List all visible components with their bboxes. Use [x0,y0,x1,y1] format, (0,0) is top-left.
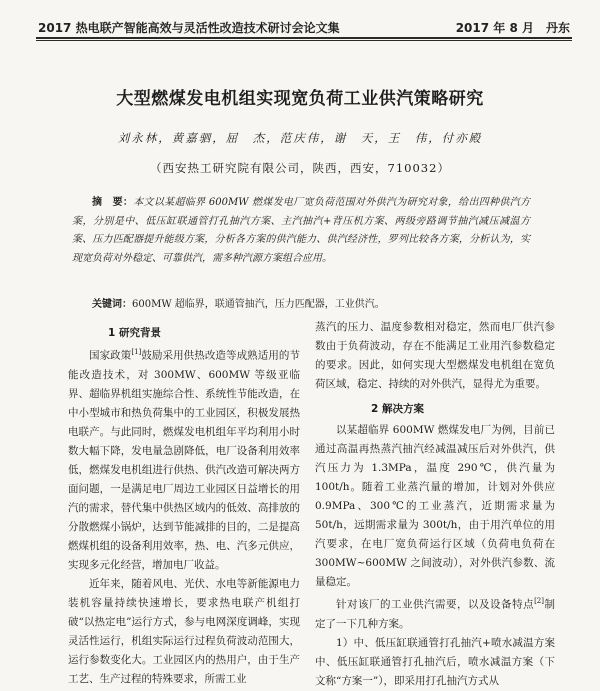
paragraph: 以某超临界 600MW 燃煤发电厂为例，目前已通过高温再热蒸汽抽汽经减温减压后对外供汽，供汽压力为 1.3MPa，温度 290℃，供汽量为 100t/h。随着工业蒸汽量的增加，计划对外供应 0.9MPa、300℃的工业蒸汽，近期需求量为 50t/h，远期需求量为 300t/h，由于用汽单位的用汽要求，在电厂宽负荷运行区域（负荷电负荷在 300MW~600MW 之间波动），对外供汽参数、流量稳定。 [315,424,555,588]
abstract [72,194,530,268]
keywords-label: 关键词： [92,299,132,310]
citation: [2] [534,597,544,605]
paper-title: 大型燃煤发电机组实现宽负荷工业供汽策略研究 [116,89,484,109]
running-header [38,14,570,36]
header-right: 2017 年 8 月 丹东 [455,21,570,35]
header-rule-thin [36,40,572,41]
section-heading-background: 1 研究背景 [108,327,161,339]
keywords [92,296,530,314]
right-column [315,318,555,691]
text: 针对该厂的工业供汽需要，以及设备特点 [336,598,535,611]
abstract-text: 本文以某超临界 600MW 燃煤发电厂宽负荷范围对外供汽为研究对象，给出四种供汽方案，分别是中、低压缸联通管打孔抽汽方案、主汽抽汽+背压机方案、两级旁路调节抽汽减压减温方案、压力匹配器提升能级方案，分析各方案的供汽能力、供汽经济性，罗列比较各方案，分析认为，实现宽负荷对外稳定、可靠供汽，需多种汽源方案组合应用。 [72,197,530,264]
citation: [1] [131,348,142,356]
paragraph [68,343,300,575]
paragraph: 1）中、低压缸联通管打孔抽汽+喷水减温方案中、低压缸联通管打孔抽汽后，喷水减温方案（下文称“方案一”），即采用打孔抽汽方式从 [315,636,555,687]
text: 国家政策 [89,349,132,362]
keywords-text: 600MW 超临界，联通管抽汽，压力匹配器，工业供汽。 [132,299,385,310]
text: 制定了一下几种方案。 [315,598,556,630]
section-heading-solution: 2 解决方案 [371,403,424,415]
paragraph [315,592,555,634]
paragraph: 近年来，随着风电、光伏、水电等新能源电力装机容量持续快速增长，要求热电联产机组打破“以热定电”运行方式，参与电网深度调峰，实现灵活性运行，机组实际运行过程负荷波动范围大，运行参数变化大。工业园区内的热用户，由于生产工艺、生产过程的特殊要求，所需工业 [68,577,300,685]
text: 鼓励采用供热改造等成熟适用的节能改造技术，对 300MW、600MW 等级亚临界、超临界机组实施综合性、系统性节能改造，在中小型城市和热负荷集中的工业园区，积极发展热电联产。与此同时，燃煤发电机组年平均利用小时数大幅下降，发电量急剧降低，电厂设备利用效率低，燃煤发电机组进行供热、供汽改造可解决两方面问题，一是满足电厂周边工业园区日益增长的用汽的需求，替代集中供热区域内的低效、高排放的分散燃煤小锅炉，达到节能减排的目的，二是提高燃煤机组的设备利用效率，热、电、汽多元供应，实现多元化经营，增加电厂收益。 [68,349,301,571]
paragraph: 蒸汽的压力、温度参数相对稳定，然而电厂供汽参数由于负荷波动，存在不能满足工业用汽参数稳定的要求。因此，如何实现大型燃煤发电机组在宽负荷区域，稳定、持续的对外供汽，显得尤为重要。 [315,321,555,390]
header-rule [36,37,572,39]
header-left: 2017 热电联产智能高效与灵活性改造技术研讨会论文集 [38,21,340,35]
abstract-label: 摘 要： [92,197,134,208]
affiliation: （西安热工研究院有限公司，陕西，西安，710032） [150,161,450,175]
author-list: 刘永林，黄嘉驷，屈 杰，范庆伟，谢 天，王 伟，付亦殿 [117,131,483,145]
left-column [68,318,300,689]
